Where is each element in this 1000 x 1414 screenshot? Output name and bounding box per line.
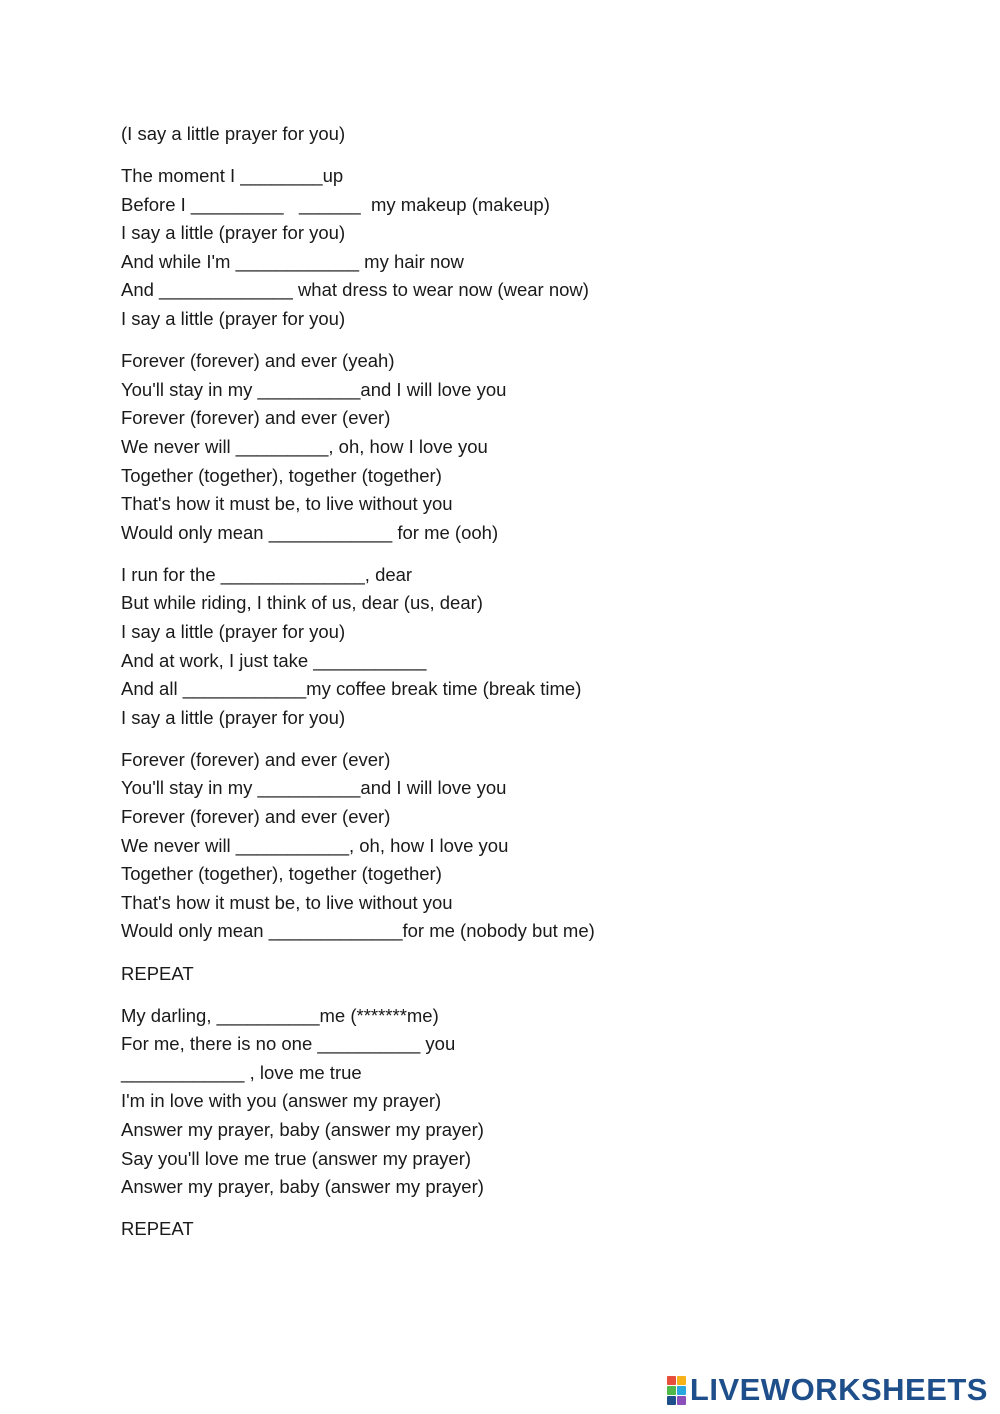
stanza-2: [121, 347, 881, 547]
logo-tile: [667, 1386, 676, 1395]
lyric-line: My darling, __________me (*******me): [121, 1004, 439, 1026]
lyric-line: That's how it must be, to live without you: [121, 891, 453, 913]
lyric-line: Answer my prayer, baby (answer my prayer): [121, 1119, 484, 1140]
liveworksheets-logo-icon: [667, 1376, 686, 1405]
lyric-line: But while riding, I think of us, dear (us, dear): [121, 592, 483, 614]
lyric-line: We never will _________, oh, how I love you: [121, 435, 488, 457]
lyric-line: Forever (forever) and ever (ever): [121, 407, 391, 429]
lyric-line: And at work, I just take ___________: [121, 649, 427, 671]
lyric-line: I say a little (prayer for you): [121, 621, 346, 642]
lyric-line: Forever (forever) and ever (ever): [121, 806, 391, 828]
lyric-line: And all ____________my coffee break time (break time): [121, 678, 582, 700]
stanza-4: [121, 746, 881, 946]
lyric-line: Forever (forever) and ever (ever): [121, 748, 391, 770]
lyric-line: Forever (forever) and ever (yeah): [121, 350, 395, 372]
lyric-line: I run for the ______________, dear: [121, 563, 413, 585]
lyric-line: The moment I ________up: [121, 165, 344, 187]
logo-tile: [667, 1396, 676, 1405]
lyric-line: I'm in love with you (answer my prayer): [121, 1090, 442, 1112]
intro-line: (I say a little prayer for you): [121, 123, 346, 144]
lyric-line: Together (together), together (together): [121, 464, 442, 486]
lyric-line: Would only mean ____________ for me (ooh): [121, 521, 499, 543]
worksheet-page: [121, 120, 881, 1257]
lyric-line: I say a little (prayer for you): [121, 222, 346, 244]
logo-tile: [677, 1396, 686, 1405]
lyric-line: We never will ___________, oh, how I love you: [121, 834, 509, 856]
repeat-label: REPEAT: [121, 962, 194, 984]
logo-tile: [667, 1376, 676, 1385]
stanza-final: [121, 1002, 881, 1202]
lyric-line: You'll stay in my __________and I will love you: [121, 777, 507, 799]
lyric-line: For me, there is no one __________ you: [121, 1033, 456, 1055]
lyric-line: Answer my prayer, baby (answer my prayer): [121, 1176, 484, 1198]
liveworksheets-logo: [667, 1372, 988, 1408]
lyric-line: I say a little (prayer for you): [121, 308, 346, 330]
lyric-line: Together (together), together (together): [121, 863, 442, 885]
lyric-line: And _____________ what dress to wear now (wear now): [121, 279, 589, 301]
logo-text: LIVEWORKSHEETS: [689, 1372, 988, 1407]
lyric-line: Before I _________ ______ my makeup (makeup): [121, 193, 550, 215]
lyric-line: That's how it must be, to live without you: [121, 493, 453, 515]
lyric-line: And while I'm ____________ my hair now: [121, 250, 464, 272]
lyric-line: Say you'll love me true (answer my prayer): [121, 1147, 472, 1169]
logo-tile: [677, 1376, 686, 1385]
stanza-1: [121, 162, 881, 334]
lyric-line: You'll stay in my __________and I will love you: [121, 378, 507, 400]
logo-tile: [677, 1386, 686, 1395]
stanza-3: [121, 561, 881, 733]
lyric-line: Would only mean _____________for me (nobody but me): [121, 920, 595, 942]
lyric-line: I say a little (prayer for you): [121, 706, 346, 728]
lyric-line: ____________ , love me true: [121, 1061, 362, 1083]
repeat-label: REPEAT: [121, 1218, 194, 1240]
